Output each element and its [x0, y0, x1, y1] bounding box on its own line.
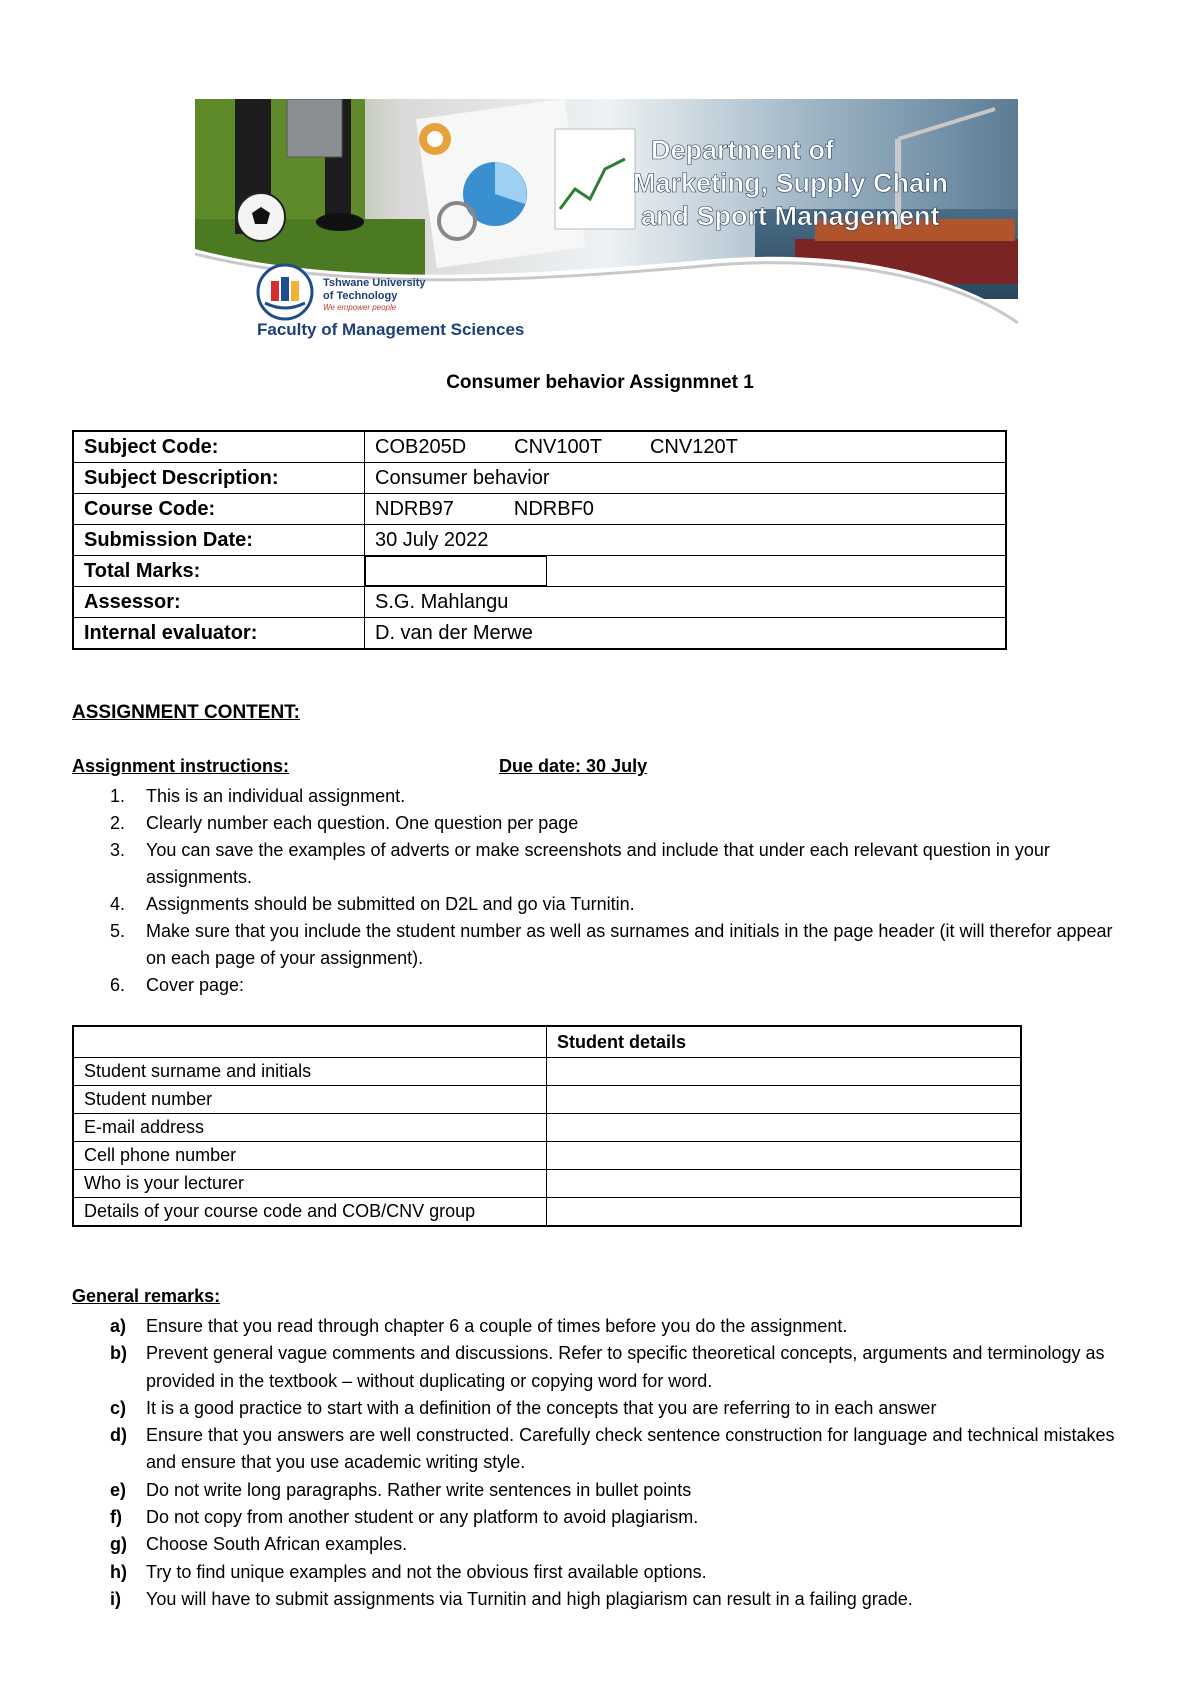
university-tagline: We empower people [323, 303, 397, 312]
list-number: 3. [110, 840, 126, 860]
subject-code-label: Subject Code: [73, 431, 365, 463]
list-text: It is a good practice to start with a definition of the concepts that you are referring to in each answer [146, 1397, 937, 1418]
table-row [73, 1170, 1021, 1198]
list-item [72, 1531, 1132, 1558]
internal-evaluator-value: D. van der Merwe [365, 618, 1007, 650]
student-details-header: Student details [547, 1026, 1022, 1058]
department-banner [195, 99, 1018, 343]
list-item [72, 810, 1132, 837]
row-label: E-mail address [73, 1114, 547, 1142]
course-code-1: NDRB97 [375, 497, 454, 520]
instructions-heading-label: Assignment instructions: [72, 756, 290, 776]
row-label: Who is your lecturer [73, 1170, 547, 1198]
table-row [73, 1114, 1021, 1142]
list-text: You can save the examples of adverts or make screenshots and include that under each relevant question in your assignments. [146, 840, 1050, 887]
list-text: Choose South African examples. [146, 1534, 408, 1555]
total-marks-label: Total Marks: [73, 556, 365, 587]
list-item [72, 783, 1132, 810]
list-item [72, 837, 1132, 891]
list-number: 2. [110, 813, 126, 833]
list-item [72, 1340, 1132, 1395]
general-remarks-list [72, 1313, 1132, 1613]
table-row [73, 1086, 1021, 1114]
table-row [73, 1142, 1021, 1170]
table-row [73, 463, 1006, 494]
department-line-3: and Sport Management [641, 201, 940, 231]
list-letter: g) [110, 1534, 127, 1555]
list-item [72, 1559, 1132, 1586]
list-item [72, 891, 1132, 918]
list-number: 4. [110, 894, 126, 914]
list-text: Cover page: [146, 975, 245, 995]
row-value-cell [547, 1114, 1022, 1142]
table-row [73, 431, 1006, 463]
subject-code-2: CNV100T [514, 435, 602, 458]
submission-date-value: 30 July 2022 [365, 525, 1007, 556]
row-value-cell [547, 1170, 1022, 1198]
list-text: Assignments should be submitted on D2L and go via Turnitin. [146, 894, 635, 914]
table-row [73, 618, 1006, 650]
subject-code-3: CNV120T [649, 435, 738, 458]
table-cell [73, 1026, 547, 1058]
list-item [72, 1313, 1132, 1340]
list-item [72, 918, 1132, 972]
list-text: Clearly number each question. One question per page [146, 813, 579, 833]
document-title: Consumer behavior Assignmnet 1 [446, 372, 754, 393]
tut-logo-icon [258, 265, 312, 319]
assessor-value: S.G. Mahlangu [365, 587, 1007, 618]
list-text: Try to find unique examples and not the obvious first available options. [146, 1561, 707, 1582]
row-label: Student surname and initials [73, 1058, 547, 1086]
list-letter: a) [110, 1316, 127, 1336]
department-line-1: Department of [651, 135, 835, 165]
row-value-cell [547, 1142, 1022, 1170]
list-text: Make sure that you include the student number as well as surnames and initials in the page header (it will therefor appear on each page of your assignment). [146, 921, 1113, 968]
faculty-name: Faculty of Management Sciences [257, 320, 525, 339]
subject-info-table [72, 430, 1007, 650]
list-text: Do not write long paragraphs. Rather write sentences in bullet points [146, 1479, 692, 1500]
row-value-cell [547, 1198, 1022, 1227]
list-text: You will have to submit assignments via Turnitin and high plagiarism can result in a failing grade. [146, 1588, 913, 1609]
list-letter: b) [110, 1343, 127, 1364]
submission-date-label: Submission Date: [73, 525, 365, 556]
general-remarks-heading: General remarks: [72, 1286, 221, 1306]
list-letter: h) [110, 1561, 127, 1582]
list-letter: e) [110, 1479, 127, 1500]
table-row [73, 556, 1006, 587]
table-row [73, 1058, 1021, 1086]
list-number: 5. [110, 921, 126, 941]
total-marks-box [365, 556, 547, 586]
university-name-line-2: of Technology [323, 290, 398, 302]
department-line-2: Marketing, Supply Chain [633, 168, 949, 198]
row-label: Details of your course code and COB/CNV group [73, 1198, 547, 1227]
student-details-table [72, 1025, 1022, 1227]
assignment-content-heading: ASSIGNMENT CONTENT: [72, 702, 300, 723]
due-date: Due date: 30 July [499, 756, 648, 776]
course-code-value [365, 494, 1007, 525]
list-item [72, 1477, 1132, 1504]
subject-description-value: Consumer behavior [365, 463, 1007, 494]
course-code-2: NDRBF0 [513, 497, 594, 520]
total-marks-value [365, 556, 1007, 587]
table-row [73, 494, 1006, 525]
internal-evaluator-label: Internal evaluator: [73, 618, 365, 650]
list-letter: d) [110, 1425, 127, 1446]
list-item [72, 972, 1132, 999]
list-text: Ensure that you read through chapter 6 a couple of times before you do the assignment. [146, 1316, 848, 1336]
list-text: Do not copy from another student or any platform to avoid plagiarism. [146, 1507, 699, 1528]
list-text: This is an individual assignment. [146, 786, 406, 806]
list-text: Prevent general vague comments and discussions. Refer to specific theoretical concepts, arguments and terminology as provided in the textbook – without duplicating or copying word for word. [146, 1343, 1105, 1391]
university-name-line-1: Tshwane University [323, 277, 426, 289]
row-value-cell [547, 1058, 1022, 1086]
row-label: Cell phone number [73, 1142, 547, 1170]
list-item [72, 1395, 1132, 1422]
list-item [72, 1586, 1132, 1613]
row-label: Student number [73, 1086, 547, 1114]
table-header-row [73, 1026, 1021, 1058]
table-row [73, 1198, 1021, 1227]
row-value-cell [547, 1086, 1022, 1114]
list-letter: c) [110, 1397, 127, 1418]
list-number: 1. [110, 786, 126, 806]
list-number: 6. [110, 975, 126, 995]
course-code-label: Course Code: [73, 494, 365, 525]
instructions-heading [72, 756, 647, 777]
subject-code-1: COB205D [375, 435, 467, 458]
list-text: Ensure that you answers are well constructed. Carefully check sentence construction for language and technical mistakes and ensure that you use academic writing style. [146, 1425, 1115, 1473]
assessor-label: Assessor: [73, 587, 365, 618]
list-letter: f) [110, 1507, 122, 1528]
list-item [72, 1504, 1132, 1531]
subject-description-label: Subject Description: [73, 463, 365, 494]
instructions-list [72, 783, 1132, 999]
list-letter: i) [110, 1588, 121, 1609]
table-row [73, 587, 1006, 618]
subject-code-value [365, 431, 1007, 463]
table-row [73, 525, 1006, 556]
list-item [72, 1422, 1132, 1477]
